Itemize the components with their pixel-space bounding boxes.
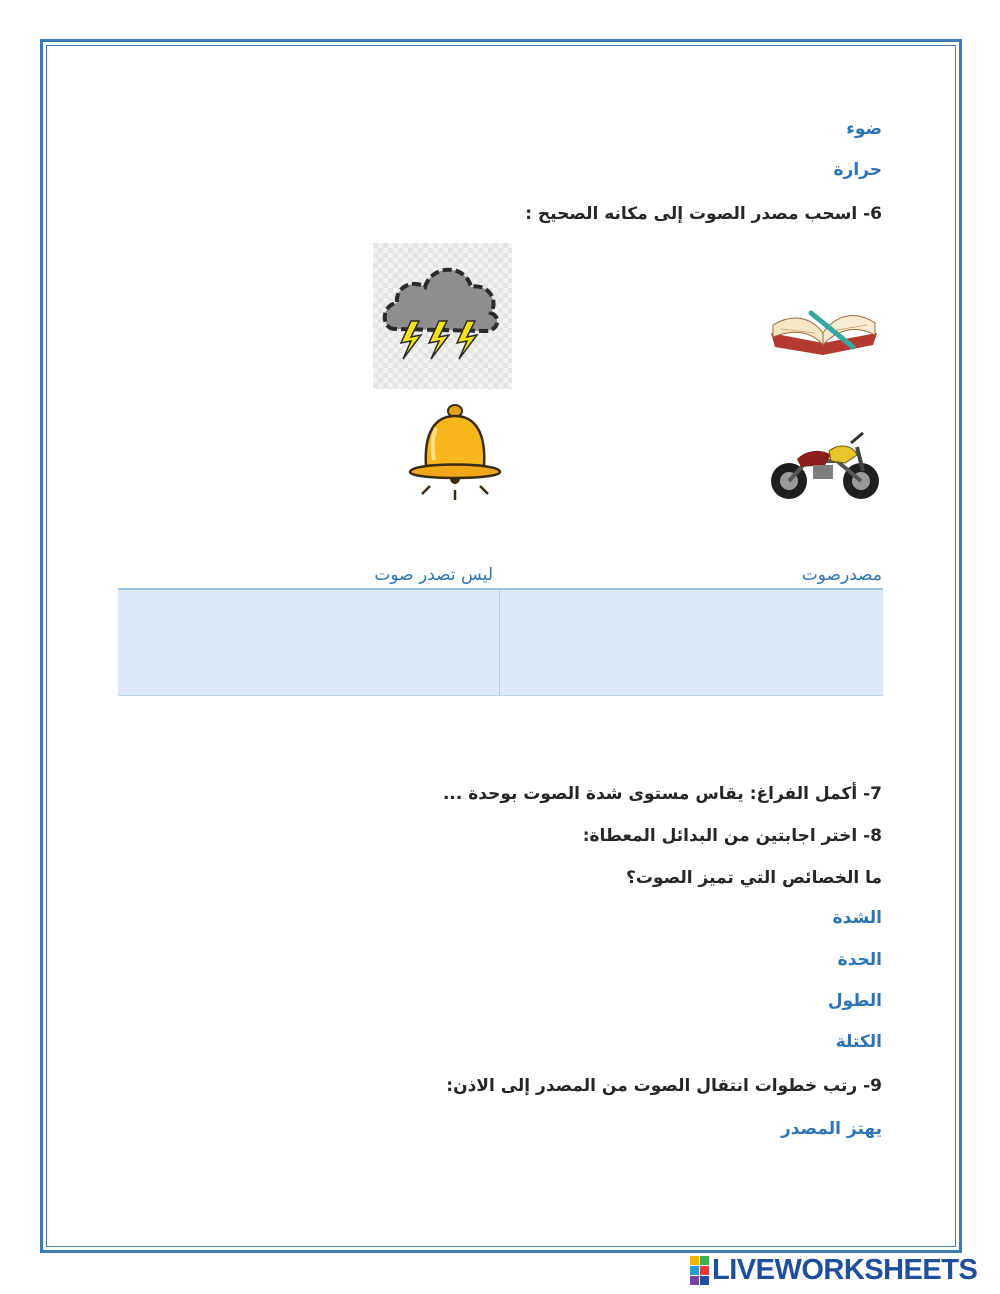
column-header-sound-source: مصدرصوت (801, 565, 882, 585)
logo-mark-icon (690, 1256, 709, 1285)
option-pitch[interactable]: الحدة (837, 950, 882, 970)
option-light[interactable]: ضوء (846, 119, 882, 139)
option-heat[interactable]: حرارة (833, 160, 882, 180)
question-9: 9- رتب خطوات انتقال الصوت من المصدر إلى الاذن: (446, 1076, 882, 1096)
option-length[interactable]: الطول (827, 991, 882, 1011)
bell-icon[interactable] (400, 404, 510, 506)
question-8-prompt: ما الخصائص التي تميز الصوت؟ (626, 868, 882, 888)
liveworksheets-logo (690, 1255, 977, 1285)
option-mass[interactable]: الكتلة (835, 1032, 882, 1052)
book-icon[interactable] (767, 303, 880, 356)
drop-zone-not-sound-source[interactable] (118, 590, 499, 695)
question-7: 7- أكمل الفراغ: يقاس مستوى شدة الصوت بوحدة ... (442, 784, 882, 804)
drop-table (118, 588, 883, 696)
column-header-not-sound-source: ليس تصدر صوت (374, 565, 493, 585)
thunder-cloud-icon[interactable] (373, 243, 512, 389)
step-source-vibrates[interactable]: يهتز المصدر (780, 1119, 882, 1139)
logo-text: LIVEWORKSHEETS (712, 1253, 978, 1286)
question-6: 6- اسحب مصدر الصوت إلى مكانه الصحيح : (525, 204, 882, 224)
motorcycle-icon[interactable] (767, 425, 883, 505)
drop-zone-sound-source[interactable] (500, 590, 881, 695)
option-intensity[interactable]: الشدة (832, 908, 882, 928)
question-8: 8- اختر اجابتين من البدائل المعطاة: (582, 826, 882, 846)
